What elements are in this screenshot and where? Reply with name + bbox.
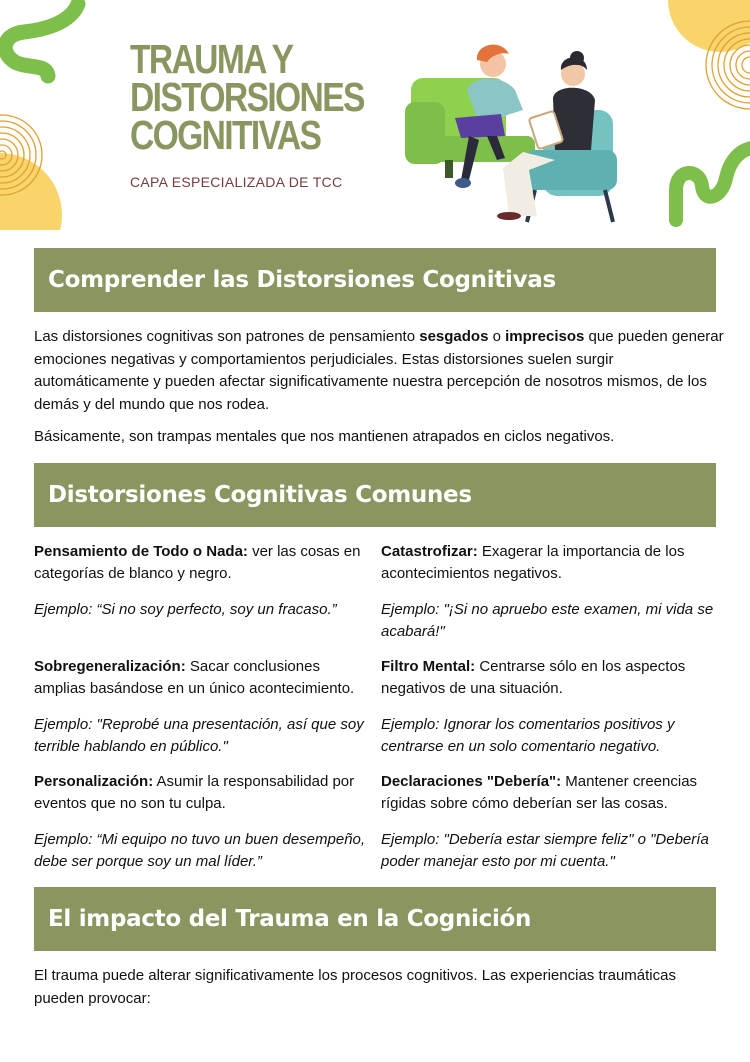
section1-paragraph-1 [34, 326, 724, 416]
distortion-term: Declaraciones "Debería": [381, 773, 562, 790]
distortion-example: Ejemplo: Ignorar los comentarios positivos y centrarse en un solo comentario negativo. [381, 716, 675, 755]
therapy-session-illustration [405, 40, 630, 230]
distortion-example: Ejemplo: "Debería estar siempre feliz" o "Debería poder manejar esto por mi cuenta." [381, 831, 709, 870]
section-heading-common-distortions: Distorsiones Cognitivas Comunes [34, 463, 716, 527]
title-line-1: TRAUMA Y [130, 36, 293, 82]
page-subtitle: CAPA ESPECIALIZADA DE TCC [130, 174, 343, 190]
distortion-item-personalization [34, 771, 374, 814]
distortion-term: Catastrofizar: [381, 543, 478, 560]
title-line-3: COGNITIVAS [130, 112, 321, 158]
distortion-example: Ejemplo: “Mi equipo no tuvo un buen desempeño, debe ser porque soy un mal líder.” [34, 831, 366, 870]
distortion-item-should-statements [381, 771, 721, 814]
distortion-desc: Asumir la responsabilidad por eventos que no son tu culpa. [34, 773, 355, 812]
title-line-2: DISTORSIONES [130, 74, 364, 120]
bold-term-sesgados: sesgados [419, 328, 489, 345]
concentric-rings-right [665, 0, 750, 120]
section-heading-trauma-impact: El impacto del Trauma en la Cognición [34, 887, 716, 951]
distortion-desc: Sacar conclusiones amplias basándose en un único acontecimiento. [34, 658, 355, 697]
bold-term-imprecisos: imprecisos [505, 328, 585, 345]
distortion-desc: Exagerar la importancia de los acontecimientos negativos. [381, 543, 685, 582]
distortion-example: Ejemplo: "¡Si no apruebo este examen, mi vida se acabará!" [381, 601, 714, 640]
distortion-term: Personalización: [34, 773, 154, 790]
text-run: Las distorsiones cognitivas son patrones de pensamiento [34, 328, 420, 345]
text-run: que pueden generar emociones negativas y comportamientos perjudiciales. Estas distorsiones suelen surgir automáticamente y pueden afectar significativamente nuestra percepción de nosotros mismos, de los demás y del mundo que nos rodea. [34, 328, 724, 413]
distortion-desc: Mantener creencias rígidas sobre cómo deberían ser las cosas. [381, 773, 698, 812]
distortion-term: Filtro Mental: [381, 658, 476, 675]
text-run: o [488, 328, 506, 345]
green-squiggle-top-left [0, 0, 100, 100]
distortion-example: Ejemplo: "Reprobé una presentación, así que soy terrible hablando en público." [34, 716, 364, 755]
page-title [130, 36, 364, 158]
distortion-item-catastrophizing [381, 541, 721, 584]
distortion-term: Pensamiento de Todo o Nada: [34, 543, 248, 560]
distortion-item-all-or-nothing [34, 541, 374, 584]
distortion-desc: Centrarse sólo en los aspectos negativos de una situación. [381, 658, 686, 697]
green-squiggle-right [660, 138, 750, 228]
section1-paragraph-2: Básicamente, son trampas mentales que nos mantienen atrapados en ciclos negativos. [34, 428, 615, 445]
distortion-term: Sobregeneralización: [34, 658, 186, 675]
distortion-example: Ejemplo: “Si no soy perfecto, soy un fracaso.” [34, 601, 337, 618]
concentric-rings-left [0, 110, 70, 230]
distortion-item-overgeneralization [34, 656, 374, 699]
section3-paragraph-1: El trauma puede alterar significativamente los procesos cognitivos. Las experiencias traumáticas pueden provocar: [34, 967, 676, 1007]
distortion-item-mental-filter [381, 656, 721, 699]
section-heading-understanding: Comprender las Distorsiones Cognitivas [34, 248, 716, 312]
distortion-desc: ver las cosas en categorías de blanco y negro. [34, 543, 361, 582]
